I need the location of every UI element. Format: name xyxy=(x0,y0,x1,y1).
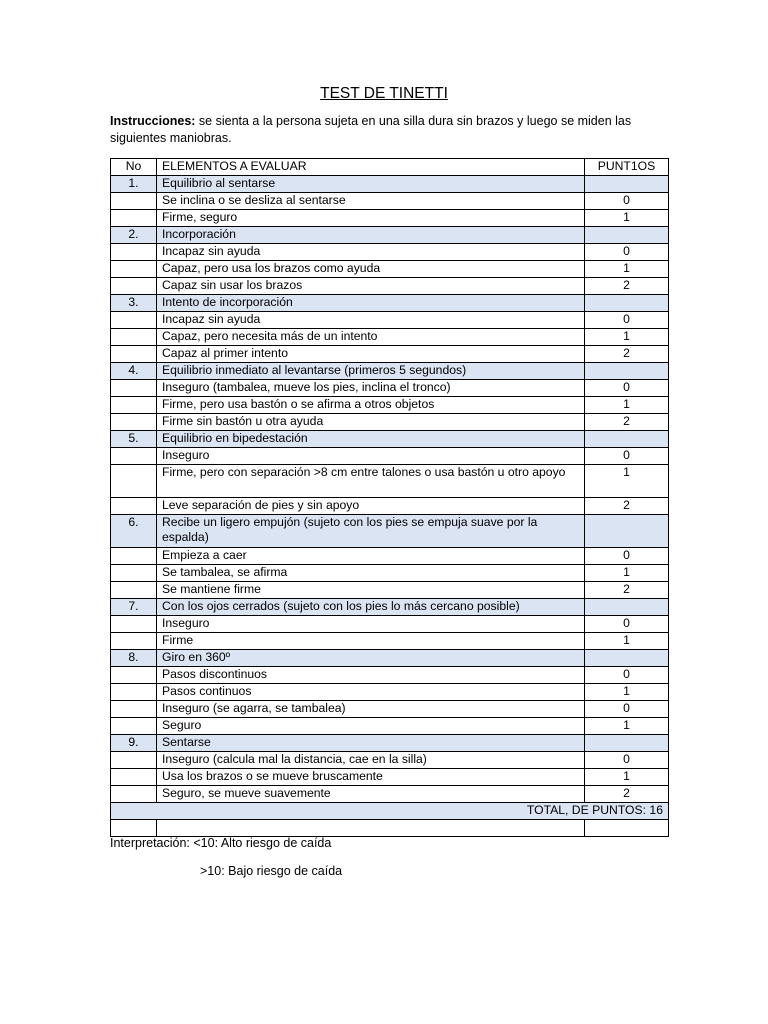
table-row xyxy=(111,752,669,769)
row-points: 2 xyxy=(585,414,669,431)
tinetti-table-body xyxy=(111,159,669,837)
row-element: Sentarse xyxy=(157,735,585,752)
table-row xyxy=(111,312,669,329)
row-number: 4. xyxy=(111,363,157,380)
table-row xyxy=(111,210,669,227)
row-points: 0 xyxy=(585,380,669,397)
row-element: Inseguro xyxy=(157,616,585,633)
row-element: Capaz sin usar los brazos xyxy=(157,278,585,295)
row-element: Capaz, pero usa los brazos como ayuda xyxy=(157,261,585,278)
row-points: 0 xyxy=(585,193,669,210)
row-element: Inseguro xyxy=(157,448,585,465)
row-element: Empieza a caer xyxy=(157,548,585,565)
row-element: Intento de incorporación xyxy=(157,295,585,312)
row-points: 2 xyxy=(585,582,669,599)
row-points: 0 xyxy=(585,752,669,769)
row-number xyxy=(111,633,157,650)
row-number xyxy=(111,312,157,329)
table-section-row xyxy=(111,176,669,193)
row-number xyxy=(111,210,157,227)
row-element: Se tambalea, se afirma xyxy=(157,565,585,582)
row-points: 2 xyxy=(585,278,669,295)
empty-cell xyxy=(585,820,669,837)
row-element: Firme, seguro xyxy=(157,210,585,227)
row-number: 7. xyxy=(111,599,157,616)
row-number xyxy=(111,244,157,261)
row-number xyxy=(111,193,157,210)
table-row xyxy=(111,548,669,565)
row-points xyxy=(585,650,669,667)
table-row xyxy=(111,701,669,718)
row-points: 1 xyxy=(585,684,669,701)
header-points: PUNT1OS xyxy=(585,159,669,176)
row-points: 1 xyxy=(585,210,669,227)
row-element: Incapaz sin ayuda xyxy=(157,244,585,261)
table-row xyxy=(111,465,669,498)
table-row xyxy=(111,684,669,701)
row-number xyxy=(111,718,157,735)
row-element: Pasos continuos xyxy=(157,684,585,701)
row-points: 2 xyxy=(585,346,669,363)
table-row xyxy=(111,193,669,210)
row-points xyxy=(585,295,669,312)
row-number: 6. xyxy=(111,515,157,548)
row-points xyxy=(585,599,669,616)
row-number xyxy=(111,769,157,786)
row-number: 5. xyxy=(111,431,157,448)
row-points: 0 xyxy=(585,548,669,565)
table-row xyxy=(111,565,669,582)
row-points xyxy=(585,735,669,752)
interpretation-line-2: >10: Bajo riesgo de caída xyxy=(200,864,343,878)
table-section-row xyxy=(111,227,669,244)
table-section-row xyxy=(111,431,669,448)
row-points: 1 xyxy=(585,465,669,498)
row-element: Seguro xyxy=(157,718,585,735)
row-number xyxy=(111,346,157,363)
row-element: Usa los brazos o se mueve bruscamente xyxy=(157,769,585,786)
row-number xyxy=(111,752,157,769)
row-element: Con los ojos cerrados (sujeto con los pies lo más cercano posible) xyxy=(157,599,585,616)
row-points: 1 xyxy=(585,718,669,735)
header-elements: ELEMENTOS A EVALUAR xyxy=(157,159,585,176)
row-element: Firme, pero con separación >8 cm entre talones o usa bastón u otro apoyo xyxy=(157,465,585,498)
table-row xyxy=(111,346,669,363)
row-element: Inseguro (calcula mal la distancia, cae en la silla) xyxy=(157,752,585,769)
table-row xyxy=(111,397,669,414)
table-section-row xyxy=(111,363,669,380)
row-points xyxy=(585,227,669,244)
table-row xyxy=(111,329,669,346)
row-element: Se mantiene firme xyxy=(157,582,585,599)
row-element: Capaz, pero necesita más de un intento xyxy=(157,329,585,346)
table-row xyxy=(111,498,669,515)
row-number xyxy=(111,565,157,582)
row-element: Inseguro (se agarra, se tambalea) xyxy=(157,701,585,718)
row-number: 3. xyxy=(111,295,157,312)
row-number: 8. xyxy=(111,650,157,667)
row-element: Incapaz sin ayuda xyxy=(157,312,585,329)
row-number xyxy=(111,261,157,278)
header-no: No xyxy=(111,159,157,176)
row-element: Giro en 360º xyxy=(157,650,585,667)
instructions-text: se sienta a la persona sujeta en una silla dura sin brazos y luego se miden las siguientes maniobras. xyxy=(110,114,632,145)
table-section-row xyxy=(111,515,669,548)
row-number: 2. xyxy=(111,227,157,244)
row-number xyxy=(111,329,157,346)
table-row xyxy=(111,261,669,278)
row-number xyxy=(111,684,157,701)
row-number xyxy=(111,397,157,414)
row-points xyxy=(585,431,669,448)
row-points: 0 xyxy=(585,616,669,633)
row-points: 1 xyxy=(585,329,669,346)
table-row xyxy=(111,633,669,650)
row-element: Capaz al primer intento xyxy=(157,346,585,363)
empty-cell xyxy=(111,820,157,837)
row-points xyxy=(585,515,669,548)
row-number xyxy=(111,701,157,718)
page-title: TEST DE TINETTI xyxy=(320,85,448,102)
row-element: Se inclina o se desliza al sentarse xyxy=(157,193,585,210)
row-points: 1 xyxy=(585,769,669,786)
tinetti-table xyxy=(110,158,669,837)
empty-cell xyxy=(157,820,585,837)
row-number xyxy=(111,465,157,498)
table-row xyxy=(111,582,669,599)
row-points: 2 xyxy=(585,786,669,803)
table-row xyxy=(111,448,669,465)
row-points: 0 xyxy=(585,701,669,718)
table-row xyxy=(111,616,669,633)
row-number: 1. xyxy=(111,176,157,193)
table-section-row xyxy=(111,735,669,752)
table-row xyxy=(111,786,669,803)
row-points: 0 xyxy=(585,667,669,684)
row-element: Equilibrio al sentarse xyxy=(157,176,585,193)
row-points: 1 xyxy=(585,633,669,650)
row-element: Equilibrio en bipedestación xyxy=(157,431,585,448)
row-points: 0 xyxy=(585,448,669,465)
instructions-paragraph xyxy=(110,113,670,147)
row-points: 0 xyxy=(585,312,669,329)
table-section-row xyxy=(111,599,669,616)
total-row xyxy=(111,803,669,820)
row-number xyxy=(111,278,157,295)
row-number xyxy=(111,548,157,565)
row-points: 0 xyxy=(585,244,669,261)
row-number xyxy=(111,380,157,397)
row-element: Incorporación xyxy=(157,227,585,244)
row-number xyxy=(111,448,157,465)
row-element: Pasos discontinuos xyxy=(157,667,585,684)
row-number xyxy=(111,786,157,803)
table-row xyxy=(111,718,669,735)
row-element: Firme sin bastón u otra ayuda xyxy=(157,414,585,431)
row-number xyxy=(111,667,157,684)
row-number: 9. xyxy=(111,735,157,752)
row-element: Inseguro (tambalea, mueve los pies, inclina el tronco) xyxy=(157,380,585,397)
row-points: 2 xyxy=(585,498,669,515)
row-element: Recibe un ligero empujón (sujeto con los pies se empuja suave por la espalda) xyxy=(157,515,585,548)
row-points xyxy=(585,176,669,193)
row-element: Firme, pero usa bastón o se afirma a otros objetos xyxy=(157,397,585,414)
table-row xyxy=(111,667,669,684)
table-row xyxy=(111,244,669,261)
table-section-row xyxy=(111,650,669,667)
row-element: Equilibrio inmediato al levantarse (primeros 5 segundos) xyxy=(157,363,585,380)
row-points xyxy=(585,363,669,380)
row-number xyxy=(111,582,157,599)
empty-row xyxy=(111,820,669,837)
table-row xyxy=(111,769,669,786)
row-element: Seguro, se mueve suavemente xyxy=(157,786,585,803)
row-number xyxy=(111,616,157,633)
instructions-label: Instrucciones: xyxy=(110,114,196,128)
row-element: Firme xyxy=(157,633,585,650)
row-points: 1 xyxy=(585,261,669,278)
table-row xyxy=(111,414,669,431)
row-number xyxy=(111,414,157,431)
row-number xyxy=(111,498,157,515)
table-row xyxy=(111,278,669,295)
row-points: 1 xyxy=(585,565,669,582)
row-points: 1 xyxy=(585,397,669,414)
interpretation-line-1: Interpretación: <10: Alto riesgo de caída xyxy=(110,836,332,850)
total-label: TOTAL, DE PUNTOS: 16 xyxy=(111,803,669,820)
table-row xyxy=(111,380,669,397)
table-header-row xyxy=(111,159,669,176)
row-element: Leve separación de pies y sin apoyo xyxy=(157,498,585,515)
table-section-row xyxy=(111,295,669,312)
